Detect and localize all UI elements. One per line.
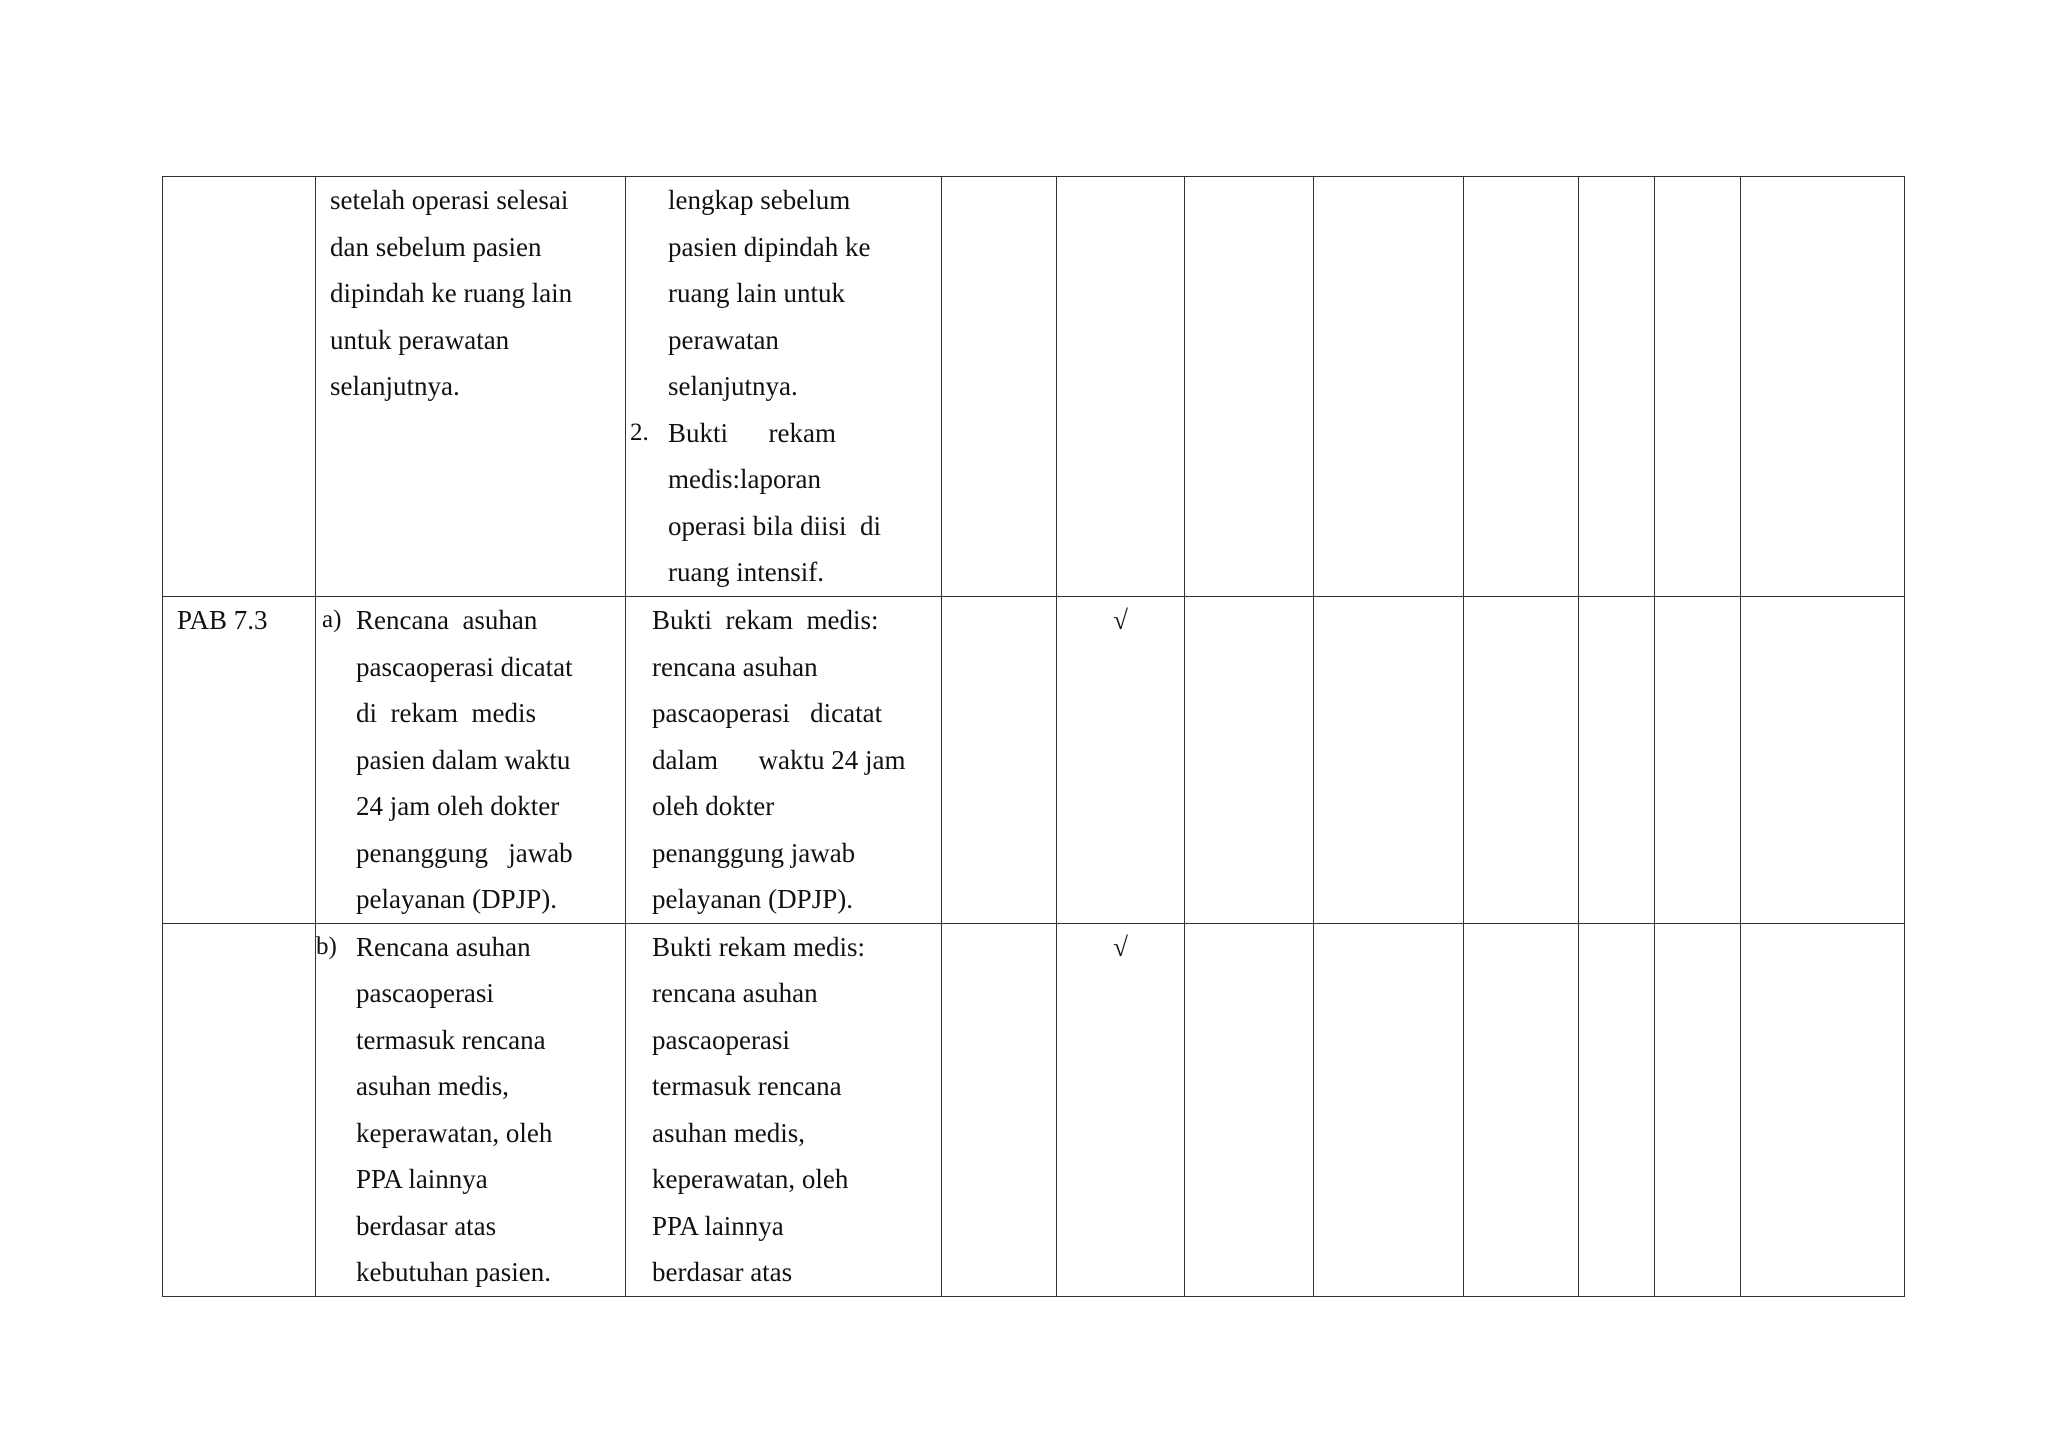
text-line: ruang lain untuk — [668, 278, 845, 308]
text-line: rencana asuhan — [652, 651, 818, 682]
text-line: selanjutnya. — [330, 371, 460, 401]
empty-cell — [1655, 923, 1741, 1296]
empty-cell — [1741, 177, 1905, 597]
text-line: lengkap sebelum — [668, 185, 851, 215]
text-line: berdasar atas — [356, 1210, 497, 1241]
assessment-table — [162, 176, 1905, 1297]
text-line: penanggung jawab — [356, 837, 573, 868]
numbered-item — [626, 410, 941, 596]
text-line: untuk perawatan — [330, 324, 510, 355]
empty-cell — [1314, 597, 1464, 924]
evidence-text — [626, 924, 941, 1296]
empty-cell — [1655, 177, 1741, 597]
check-cell — [1057, 177, 1185, 597]
lettered-item-text — [350, 924, 625, 1296]
empty-cell — [1579, 597, 1655, 924]
list-number: 2. — [630, 418, 649, 446]
empty-cell — [1741, 923, 1905, 1296]
text-line: dalam waktu 24 jam — [652, 744, 906, 775]
text-line: dipindah ke ruang lain — [330, 278, 573, 308]
text-line: oleh dokter — [652, 791, 775, 821]
empty-cell — [1579, 177, 1655, 597]
text-line: berdasar atas — [652, 1257, 793, 1287]
text-line: pelayanan (DPJP). — [652, 884, 853, 914]
empty-cell — [1464, 177, 1579, 597]
text-line: Rencana asuhan — [356, 931, 531, 962]
text-line: perawatan — [668, 324, 779, 355]
text-line: pascaoperasi — [356, 978, 494, 1008]
evidence-text — [626, 597, 941, 923]
text-line: rencana asuhan — [652, 978, 818, 1008]
table-row — [163, 597, 1905, 924]
text-line: Bukti rekam medis: — [652, 931, 865, 962]
check-cell — [1057, 923, 1185, 1296]
text-line: 24 jam oleh dokter — [356, 791, 560, 821]
code-cell — [163, 177, 316, 597]
text-line: Bukti rekam medis: — [652, 605, 879, 635]
text-line: PPA lainnya — [652, 1210, 784, 1241]
text-line: keperawatan, oleh — [356, 1117, 553, 1148]
element-cell — [316, 923, 626, 1296]
text-line: di rekam medis — [356, 698, 536, 728]
text-line: penanggung jawab — [652, 837, 856, 868]
empty-cell — [1185, 597, 1314, 924]
empty-cell — [1464, 597, 1579, 924]
lettered-item — [316, 597, 625, 923]
empty-cell — [1185, 923, 1314, 1296]
table-row — [163, 923, 1905, 1296]
check-mark: √ — [1113, 605, 1128, 635]
empty-cell — [1185, 177, 1314, 597]
text-line: ruang intensif. — [668, 557, 824, 587]
text-line: kebutuhan pasien. — [356, 1257, 551, 1287]
text-line: pasien dalam waktu — [356, 744, 571, 775]
lettered-item — [316, 924, 625, 1296]
empty-cell — [1741, 597, 1905, 924]
text-line: dan sebelum pasien — [330, 231, 542, 262]
standard-code: PAB 7.3 — [177, 605, 268, 635]
check-cell — [1057, 597, 1185, 924]
element-cell — [316, 177, 626, 597]
text-line: Rencana asuhan — [356, 605, 538, 635]
numbered-item-text — [668, 410, 941, 596]
empty-cell — [942, 923, 1057, 1296]
list-marker: a) — [322, 606, 342, 633]
empty-cell — [1314, 923, 1464, 1296]
text-line: Bukti rekam — [668, 417, 836, 448]
text-line: asuhan medis, — [652, 1117, 805, 1148]
empty-cell — [1579, 923, 1655, 1296]
text-line: pasien dipindah ke — [668, 231, 871, 262]
empty-cell — [1464, 923, 1579, 1296]
evidence-cell — [626, 597, 942, 924]
evidence-continuation — [626, 177, 941, 410]
text-line: keperawatan, oleh — [652, 1164, 849, 1194]
empty-cell — [1314, 177, 1464, 597]
text-line: pascaoperasi dicatat — [652, 698, 883, 728]
empty-cell — [942, 597, 1057, 924]
list-marker: b) — [316, 932, 337, 960]
check-mark: √ — [1113, 931, 1128, 962]
element-cell — [316, 597, 626, 924]
empty-cell — [1655, 597, 1741, 924]
lettered-item-text — [356, 597, 625, 923]
text-line: pascaoperasi dicatat — [356, 651, 573, 682]
text-line: setelah operasi selesai — [330, 185, 569, 215]
code-cell — [163, 597, 316, 924]
evidence-cell — [626, 923, 942, 1296]
text-line: PPA lainnya — [356, 1164, 488, 1194]
empty-cell — [942, 177, 1057, 597]
text-line: pelayanan (DPJP). — [356, 884, 557, 914]
text-line: medis:laporan — [668, 464, 821, 494]
evidence-cell — [626, 177, 942, 597]
text-line: termasuk rencana — [356, 1024, 546, 1055]
text-line: operasi bila diisi di — [668, 510, 881, 541]
text-line: selanjutnya. — [668, 371, 798, 401]
text-line: termasuk rencana — [652, 1071, 842, 1101]
element-text — [316, 177, 625, 410]
text-line: pascaoperasi — [652, 1024, 790, 1055]
text-line: asuhan medis, — [356, 1071, 509, 1101]
table-row — [163, 177, 1905, 597]
code-cell — [163, 923, 316, 1296]
